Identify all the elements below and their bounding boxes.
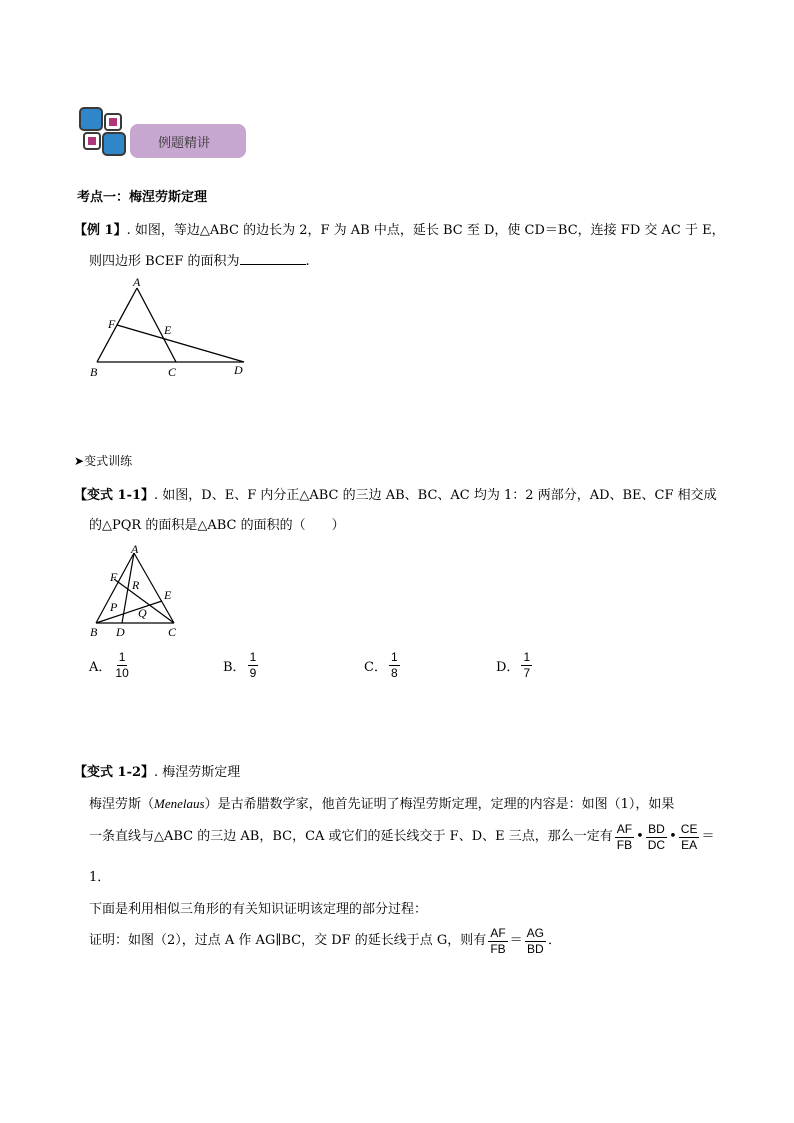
- variant12-p1-a: 梅涅劳斯（: [89, 797, 155, 812]
- fig1-label-d: D: [234, 363, 243, 377]
- frac-ce-ea: [679, 822, 700, 853]
- option-a-num: 1: [118, 650, 126, 664]
- answer-blank: [240, 252, 306, 265]
- variant11-figure: [86, 543, 196, 641]
- option-c-letter: C．: [364, 660, 387, 675]
- example1-text1: . 如图，等边△ABC 的边长为 2，F 为 AB 中点，延长 BC 至 D，使 CD＝BC，连接 FD 交 AC 于 E，: [126, 223, 725, 238]
- fig1-label-e: E: [164, 323, 172, 337]
- dot-op: •: [636, 829, 644, 844]
- variant11-text1: . 如图，D、E、F 内分正△ABC 的三边 AB、BC、AC 均为 1：2 两部分，AD、BE、CF 相交成: [154, 488, 717, 503]
- option-a-fraction: [113, 650, 130, 681]
- fig1-label-c: C: [168, 365, 177, 379]
- fig2-label-f: F: [110, 570, 118, 584]
- frac-bd-dc: [646, 822, 667, 853]
- seg-fd: [117, 325, 244, 362]
- fig2-label-e: E: [164, 588, 172, 602]
- fig2-label-c: C: [168, 625, 177, 639]
- fig1-label-a: A: [133, 275, 141, 289]
- option-c-den: 8: [390, 666, 398, 680]
- option-c[interactable]: [364, 650, 402, 681]
- option-d-letter: D．: [496, 660, 520, 675]
- fig2-label-r: R: [132, 578, 140, 592]
- option-d-num: 1: [523, 650, 531, 664]
- fig2-label-d: D: [116, 625, 125, 639]
- fig2-label-b: B: [90, 625, 98, 639]
- option-a-letter: A．: [89, 660, 112, 675]
- frac-p5-right-den: BD: [527, 941, 544, 956]
- variant12-p2: [89, 818, 714, 857]
- variant12-p1-b: ）是古希腊数学家，他首先证明了梅涅劳斯定理，定理的内容是：如图（1），如果: [204, 797, 675, 812]
- equals-sign: ＝: [701, 829, 715, 844]
- variant12-p3: 1．: [89, 870, 111, 885]
- arrow-bullet-icon: ➤: [74, 454, 85, 468]
- practice-heading-text: 变式训练: [84, 454, 133, 468]
- practice-heading: [74, 452, 132, 469]
- option-c-fraction: [389, 650, 400, 681]
- frac-p5-right: [525, 926, 546, 957]
- option-a[interactable]: [89, 650, 133, 681]
- example1-label: 【例 1】: [74, 223, 127, 238]
- frac-af-num: AF: [616, 821, 633, 836]
- fig2-label-a: A: [131, 543, 139, 556]
- variant12-title-text: . 梅涅劳斯定理: [154, 765, 241, 780]
- frac-bd-num: BD: [648, 821, 665, 836]
- option-b-letter: B．: [223, 660, 246, 675]
- frac-ce-num: CE: [680, 821, 698, 836]
- frac-p5-left-num: AF: [490, 925, 506, 940]
- equals-sign-2: ＝: [509, 933, 523, 948]
- variant12-p2-a: 一条直线与△ABC 的三边 AB，BC，CA 或它们的延长线交于 F、D、E 三点，那么一定有: [89, 829, 613, 844]
- variant12-p5: [89, 922, 561, 961]
- variant11-label: 【变式 1-1】: [74, 488, 155, 503]
- example1-figure: [84, 274, 254, 382]
- example1-text2: 则四边形 BCEF 的面积为: [89, 254, 240, 269]
- variant12-p4: 下面是利用相似三角形的有关知识证明该定理的部分过程：: [89, 902, 428, 917]
- frac-af-fb: [615, 822, 634, 853]
- fig1-label-f: F: [108, 317, 116, 331]
- fig2-label-p: P: [110, 600, 118, 614]
- example1-period: .: [305, 254, 310, 269]
- frac-ce-den: EA: [681, 837, 698, 852]
- variant11-line2: 的△PQR 的面积是△ABC 的面积的（ ）: [89, 518, 345, 533]
- frac-p5-left: [488, 926, 507, 957]
- fig2-label-q: Q: [138, 606, 147, 620]
- option-c-num: 1: [390, 650, 398, 664]
- option-b[interactable]: [223, 650, 260, 681]
- frac-bd-den: DC: [647, 837, 666, 852]
- option-a-den: 10: [115, 666, 129, 680]
- variant12-p5-end: ．: [548, 933, 562, 948]
- fig1-label-b: B: [90, 365, 98, 379]
- section-badge-label: 例题精讲: [158, 136, 211, 151]
- dot-op-2: •: [669, 829, 677, 844]
- option-d-fraction: [521, 650, 532, 681]
- variant12-title: [74, 761, 240, 780]
- section-header: [78, 104, 250, 162]
- variant12-p5-a: 证明：如图（2），过点 A 作 AG∥BC，交 DF 的延长线于点 G，则有: [89, 933, 487, 948]
- frac-af-den: FB: [616, 837, 633, 852]
- variant12-label: 【变式 1-2】: [74, 765, 155, 780]
- frac-p5-left-den: FB: [490, 941, 506, 956]
- menelaus-name: Menelaus: [154, 796, 205, 811]
- variant11-line1: [74, 484, 717, 503]
- variant12-p1: [89, 793, 674, 812]
- option-b-den: 9: [249, 666, 257, 680]
- option-b-num: 1: [249, 650, 257, 664]
- example1-line1: [74, 219, 725, 238]
- example1-line2: [89, 250, 310, 269]
- option-d-den: 7: [523, 666, 531, 680]
- frac-p5-right-num: AG: [526, 925, 545, 940]
- option-d[interactable]: [496, 650, 534, 681]
- option-b-fraction: [248, 650, 259, 681]
- topic-title: 考点一：梅涅劳斯定理: [77, 190, 208, 205]
